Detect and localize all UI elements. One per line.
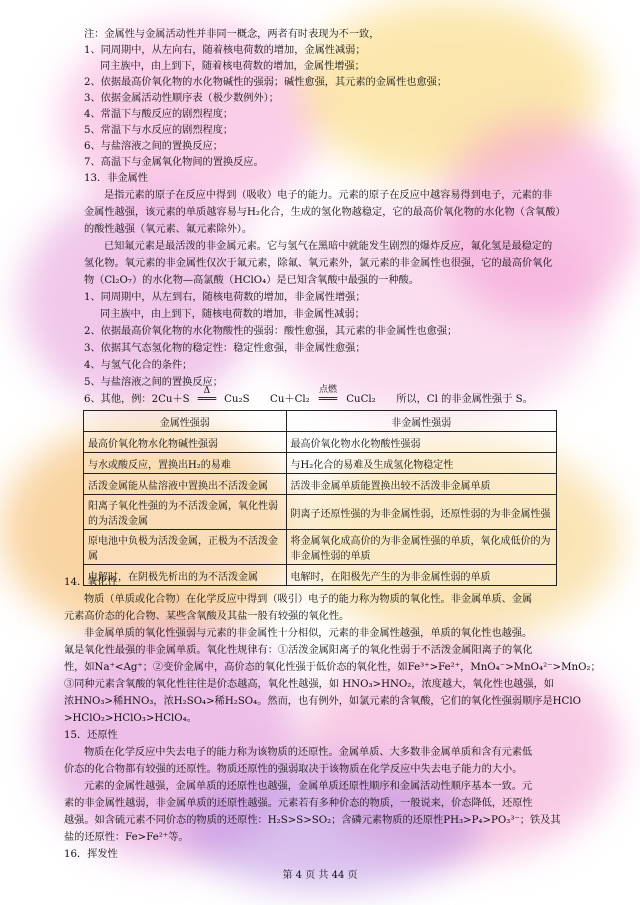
section-13-heading: 13．非金属性 (84, 173, 148, 184)
s15-p1: 价态的化合物都有较强的还原性。物质还原性的强弱取决于该物质在化学反应中失去电子能力的大小。 (64, 764, 523, 775)
table-cell: 最高价氧化物水化物碱性强弱 (84, 432, 287, 453)
table-cell: 电解时，在阴极先析出的为不活泼金属 (84, 565, 287, 586)
s13-item: 5、与盐溶液之间的置换反应； (84, 377, 223, 388)
table-row (84, 432, 557, 453)
table-cell: 电解时，在阳极先产生的为非金属性弱的单质 (286, 565, 556, 586)
s15-p2: 盐的还原性：Fe>Fe²⁺等。 (64, 832, 189, 843)
table-cell: 阴离子还原性强的为非金属性弱，还原性弱的为非金属性强 (286, 495, 556, 530)
item6-product1: Cu₂S (224, 394, 250, 405)
table-row (84, 530, 557, 565)
section-16-heading: 16．挥发性 (64, 849, 118, 860)
table-cell: 活泼非金属单质能置换出较不活泼非金属单质 (286, 474, 556, 495)
heat-condition: Δ (203, 386, 211, 396)
metal-item: 1、同周期中，从左向右，随着核电荷数的增加，金属性减弱； (84, 45, 366, 56)
table-row (84, 495, 557, 530)
table-cell: 活泼金属能从盐溶液中置换出不活泼金属 (84, 474, 287, 495)
s13-item: 3、依据其气态氢化物的稳定性：稳定性愈强，非金属性愈强； (84, 343, 366, 354)
table-cell: 原电池中负极为活泼金属，正极为不活泼金属 (84, 530, 287, 565)
item6-suffix: 所以，Cl 的非金属性强于 S。 (396, 394, 533, 405)
table-cell: 将金属氧化成高价的为非金属性强的单质，氧化成低价的为非金属性弱的单质 (286, 530, 556, 565)
s13-p1: 是指元素的原子在反应中得到（吸收）电子的能力。元素的原子在反应中越容易得到电子，元素的非 (104, 190, 553, 201)
s15-p2: 素的非金属性越弱，非金属单质的还原性越强。元素若有多种价态的物质，一般说来，价态降低，还原性 (64, 798, 533, 809)
s14-p1: 物质（单质或化合物）在化学反应中得到（吸引）电子的能力称为物质的氧化性。非金属单质、金属 (84, 594, 533, 605)
section-14-heading: 14．氧化性 (64, 577, 118, 588)
metal-item: 同主族中，由上到下，随着核电荷数的增加，金属性增强； (100, 61, 365, 72)
s13-item: 同主族中，由上到下，随核电荷数的增加，非金属性减弱； (100, 309, 365, 320)
s13-p1: 金属性越强，该元素的单质越容易与H₂化合，生成的氢化物越稳定，它的最高价氧化物的水化物（含氧酸） (84, 207, 566, 218)
metal-item: 3、依据金属活动性顺序表（极少数例外）； (84, 93, 279, 104)
s14-p2: >HClO₂>HClO₃>HClO₄。 (64, 713, 197, 724)
s14-p2: ③同种元素含氧酸的氧化性往往是价态越高，氧化性越强，如 HNO₃>HNO₂，浓度越大，氧化性也越强，如 (64, 679, 554, 690)
item6-prefix: 6、其他，例：2Cu＋S (84, 394, 190, 405)
table-cell: 阳离子氧化性强的为不活泼金属，氧化性弱的为活泼金属 (84, 495, 287, 530)
s14-p2: 非金属单质的氧化性强弱与元素的非金属性十分相似，元素的非金属性越强，单质的氧化性也越强。 (84, 628, 533, 639)
table-row (84, 453, 557, 474)
page-footer: 第 4 页 共 44 页 (282, 870, 358, 881)
table-header: 非金属性强弱 (286, 411, 556, 432)
metal-item: 2、依据最高价氧化物的水化物碱性的强弱；碱性愈强，其元素的金属性也愈强； (84, 77, 448, 88)
table-row (84, 474, 557, 495)
item6-product2: CuCl₂ (346, 394, 376, 405)
s13-item: 4、与氢气化合的条件； (84, 360, 193, 371)
table-row (84, 565, 557, 586)
s15-p2: 元素的金属性越强，金属单质的还原性也越强，金属单质还原性顺序和金属活动性顺序基本一致。元 (84, 781, 533, 792)
s15-p2: 越强。如含硫元素不同价态的物质的还原性：H₂S>S>SO₂；含磷元素物质的还原性PH₃>P₄>PO₃³⁻；铁及其 (64, 815, 561, 826)
table-cell: 最高价氧化物水化物酸性强弱 (286, 432, 556, 453)
s13-p1: 的酸性越强（氧元素、氟元素除外）。 (84, 224, 253, 235)
metal-item: 7、高温下与金属氧化物间的置换反应。 (84, 157, 264, 168)
table-header: 金属性强弱 (84, 411, 287, 432)
s13-p2: 物（Cl₂O₇）的水化物—高氯酸（HClO₄）是已知含氧酸中最强的一种酸。 (84, 275, 420, 286)
metal-item: 6、与盐溶液之间的置换反应； (84, 141, 223, 152)
s13-p2: 氢化物。氧元素的非金属性仅次于氟元素，除氟、氧元素外，氯元素的非金属性也很强，它的最高价氧化 (84, 258, 553, 269)
s13-item: 1、同周期中，从左到右，随核电荷数的增加，非金属性增强； (84, 292, 366, 303)
section-15-heading: 15．还原性 (64, 730, 118, 741)
s14-p2: 浓HNO₃>稀HNO₃，浓H₂SO₄>稀H₂SO₄。然而，也有例外，如氯元素的含氧酸，它们的氧化性强弱顺序是HClO (64, 696, 581, 707)
metal-item: 5、常温下与水反应的剧烈程度； (84, 125, 234, 136)
table-cell: 与水或酸反应，置换出H₂的易难 (84, 453, 287, 474)
comparison-table (83, 410, 557, 586)
table-cell: 与H₂化合的易难及生成氢化物稳定性 (286, 453, 556, 474)
s14-p2: 氟是氧化性最强的非金属单质。氧化性规律有：①活泼金属阳离子的氧化性弱于不活泼金属阳离子的氧化 (64, 645, 533, 656)
metal-note: 注：金属性与金属活动性并非同一概念，两者有时表现为不一致， (84, 29, 380, 40)
s14-p2: 性，如Na⁺<Ag⁺；②变价金属中，高价态的氧化性强于低价态的氧化性，如Fe³⁺>Fe²⁺，MnO₄⁻>MnO₄²⁻>MnO₂； (64, 662, 601, 673)
s15-p1: 物质在化学反应中失去电子的能力称为该物质的还原性。金属单质、大多数非金属单质和含有元素低 (84, 747, 533, 758)
s14-p1: 元素高价态的化合物、某些含氧酸及其盐一般有较强的氧化性。 (64, 611, 350, 622)
ignite-condition: 点燃 (318, 385, 337, 395)
s13-item: 2、依据最高价氧化物的水化物酸性的强弱：酸性愈强，其元素的非金属性也愈强； (84, 326, 458, 337)
s13-p2: 已知氟元素是最活泼的非金属元素。它与氢气在黑暗中就能发生剧烈的爆炸反应，氟化氢是最稳定的 (104, 241, 553, 252)
item6-eq2: Cu＋Cl₂ (270, 394, 310, 405)
s13-item6: 6、其他，例：2Cu＋S Δ ═══ Cu₂S Cu＋Cl₂ 点燃 ═══ CuCl₂ 所以，Cl 的非金属性强于 S。 (84, 385, 533, 405)
metal-item: 4、常温下与酸反应的剧烈程度； (84, 109, 234, 120)
